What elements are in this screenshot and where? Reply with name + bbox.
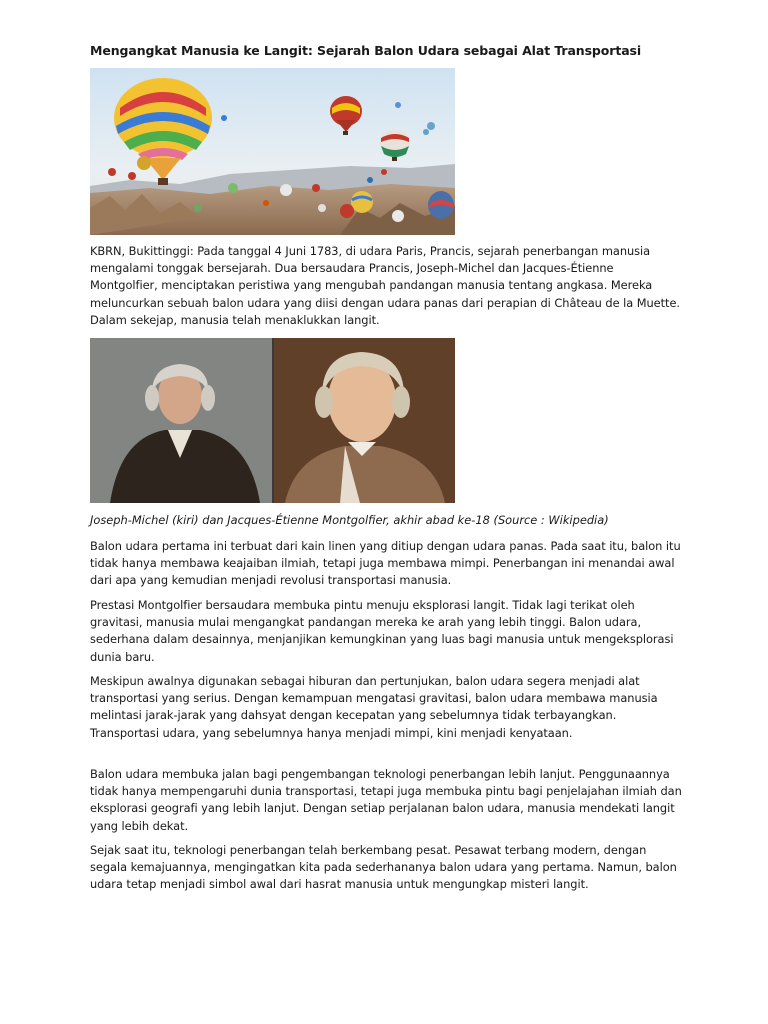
article-paragraph: Prestasi Montgolfier bersaudara membuka pintu menuju eksplorasi langit. Tidak lagi terikat oleh gravitasi, manusia mulai mengangkat pandangan mereka ke arah yang lebih tinggi. Balon udara, sederhana dalam desainnya, menjanjikan kemungkinan yang luas bagi manusia untuk mengeksplorasi dunia baru. (90, 598, 674, 664)
article-paragraph: KBRN, Bukittinggi: Pada tanggal 4 Juni 1783, di udara Paris, Prancis, sejarah penerbangan manusia mengalami tonggak bersejarah. Dua bersaudara Prancis, Joseph-Michel dan Jacques-Étienne Montgolfier, menciptakan peristiwa yang mengubah pandangan manusia tentang angkasa. Mereka meluncurkan sebuah balon udara yang diisi dengan udara panas dari perapian di Château de la Muette. Dalam sekejap, manusia telah menaklukkan langit. (90, 244, 681, 327)
document-page (90, 40, 690, 60)
article-paragraph: Sejak saat itu, teknologi penerbangan telah berkembang pesat. Pesawat terbang modern, dengan segala kemajuannya, mengingatkan kita pada sederhananya balon udara yang pertama. Namun, balon udara tetap menjadi simbol awal dari hasrat manusia untuk mengungkap misteri langit. (90, 843, 677, 892)
article-title: Mengangkat Manusia ke Langit: Sejarah Balon Udara sebagai Alat Transportasi (90, 43, 642, 58)
article-paragraph: Balon udara membuka jalan bagi pengembangan teknologi penerbangan lebih lanjut. Penggunaannya tidak hanya mempengaruhi dunia transportasi, tetapi juga membuka pintu bagi penjelajahan ilmiah dan eksplorasi geografi yang lebih lanjut. Dengan setiap perjalanan balon udara, manusia mendekati langit yang lebih dekat. (90, 767, 682, 833)
article-paragraph: Meskipun awalnya digunakan sebagai hiburan dan pertunjukan, balon udara segera menjadi alat transportasi yang serius. Dengan kemampuan mengatasi gravitasi, balon udara membawa manusia melintasi jarak-jarak yang dahsyat dengan kecepatan yang sebelumnya tidak terbayangkan. Transportasi udara, yang sebelumnya hanya menjadi mimpi, kini menjadi kenyataan. (90, 674, 658, 740)
photo-caption: Joseph-Michel (kiri) dan Jacques-Étienne Montgolfier, akhir abad ke-18 (Source : Wikipedia) (90, 513, 609, 527)
montgolfier-portraits-photo (90, 338, 455, 503)
article-paragraph: Balon udara pertama ini terbuat dari kain linen yang ditiup dengan udara panas. Pada saat itu, balon itu tidak hanya membawa keajaiban ilmiah, tetapi juga membawa mimpi. Penerbangan ini menandai awal dari apa yang kemudian menjadi revolusi transportasi manusia. (90, 539, 681, 588)
balloons-photo (90, 68, 455, 235)
